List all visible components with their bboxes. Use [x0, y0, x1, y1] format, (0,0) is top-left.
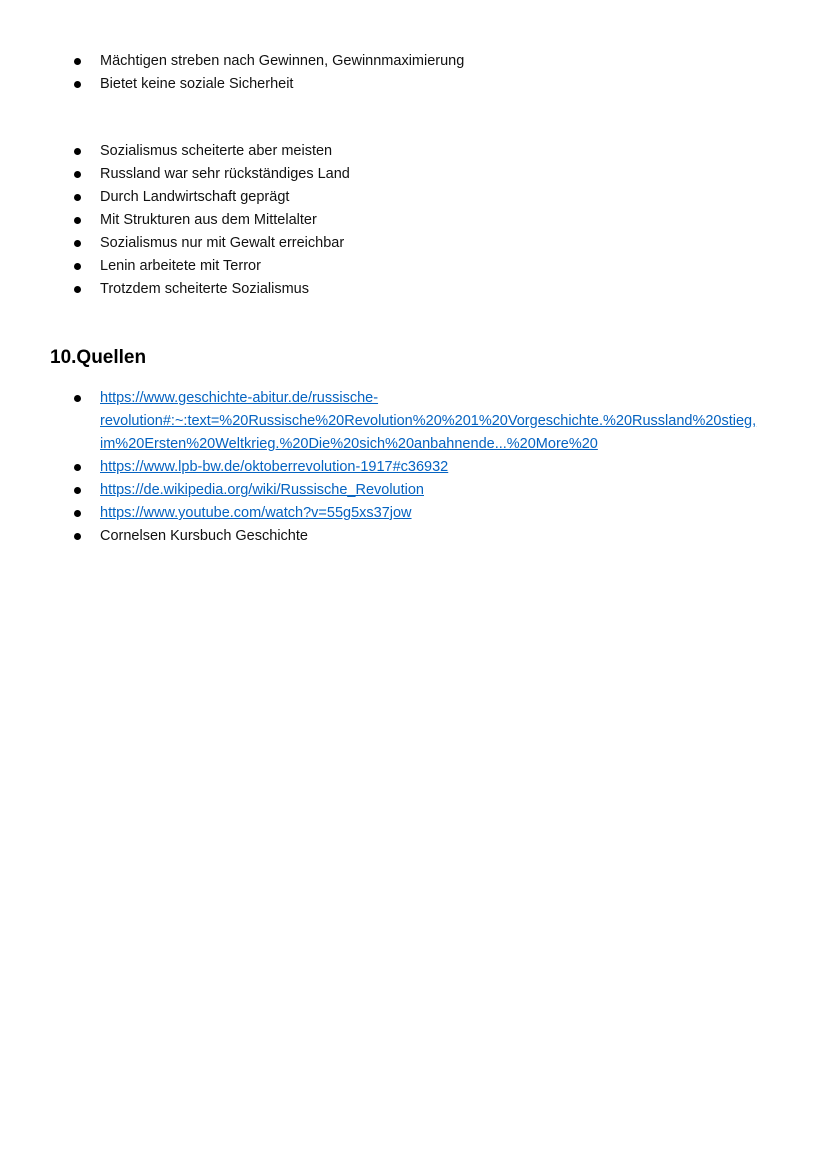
source-item: [0, 479, 756, 502]
list-item: [0, 73, 464, 96]
list-item-text: Russland war sehr rückständiges Land: [100, 166, 350, 182]
socialism-bullet-list: [0, 140, 350, 301]
bullet-icon: [74, 171, 81, 178]
bullet-icon: [74, 487, 81, 494]
list-item-text: Sozialismus nur mit Gewalt erreichbar: [100, 235, 345, 251]
bullet-icon: [74, 464, 81, 471]
bullet-icon: [74, 395, 81, 402]
bullet-icon: [74, 286, 81, 293]
link-line: revolution#:~:text=%20Russische%20Revolution%20%201%20Vorgeschichte.%20Russland%20stieg,: [100, 413, 757, 429]
bullet-icon: [74, 217, 81, 224]
list-item: [0, 140, 350, 163]
list-item: [0, 232, 350, 255]
list-item-text: Lenin arbeitete mit Terror: [100, 258, 261, 274]
list-item-text: Trotzdem scheiterte Sozialismus: [100, 281, 309, 297]
bullet-icon: [74, 510, 81, 517]
list-item-text: Mächtigen streben nach Gewinnen, Gewinnmaximierung: [100, 53, 465, 69]
section-heading-sources: 10.Quellen: [50, 347, 147, 368]
source-item: [0, 502, 756, 525]
list-item-text: Mit Strukturen aus dem Mittelalter: [100, 212, 317, 228]
list-item-text: Durch Landwirtschaft geprägt: [100, 189, 290, 205]
bullet-icon: [74, 58, 81, 65]
link-line: im%20Ersten%20Weltkrieg.%20Die%20sich%20anbahnende...%20More%20: [100, 436, 598, 452]
bullet-icon: [74, 148, 81, 155]
list-item: [0, 186, 350, 209]
source-link-lpb-bw[interactable]: https://www.lpb-bw.de/oktoberrevolution-1917#c36932: [100, 459, 449, 475]
source-item: [0, 525, 756, 548]
list-item: [0, 278, 350, 301]
source-book-text: Cornelsen Kursbuch Geschichte: [100, 528, 308, 544]
bullet-icon: [74, 81, 81, 88]
source-link-geschichte-abitur[interactable]: [100, 387, 756, 456]
list-item: [0, 209, 350, 232]
list-item-text: Sozialismus scheiterte aber meisten: [100, 143, 333, 159]
bullet-icon: [74, 533, 81, 540]
capitalism-bullet-list: [0, 50, 464, 96]
source-item: [0, 456, 756, 479]
bullet-icon: [74, 263, 81, 270]
list-item: [0, 255, 350, 278]
source-link-youtube[interactable]: https://www.youtube.com/watch?v=55g5xs37jow: [100, 505, 412, 521]
list-item: [0, 50, 464, 73]
link-line: https://www.geschichte-abitur.de/russische-: [100, 390, 379, 406]
list-item: [0, 163, 350, 186]
bullet-icon: [74, 240, 81, 247]
source-item: [0, 387, 756, 456]
bullet-icon: [74, 194, 81, 201]
sources-bullet-list: [0, 387, 756, 548]
list-item-text: Bietet keine soziale Sicherheit: [100, 76, 294, 92]
source-link-wikipedia[interactable]: https://de.wikipedia.org/wiki/Russische_Revolution: [100, 482, 424, 498]
